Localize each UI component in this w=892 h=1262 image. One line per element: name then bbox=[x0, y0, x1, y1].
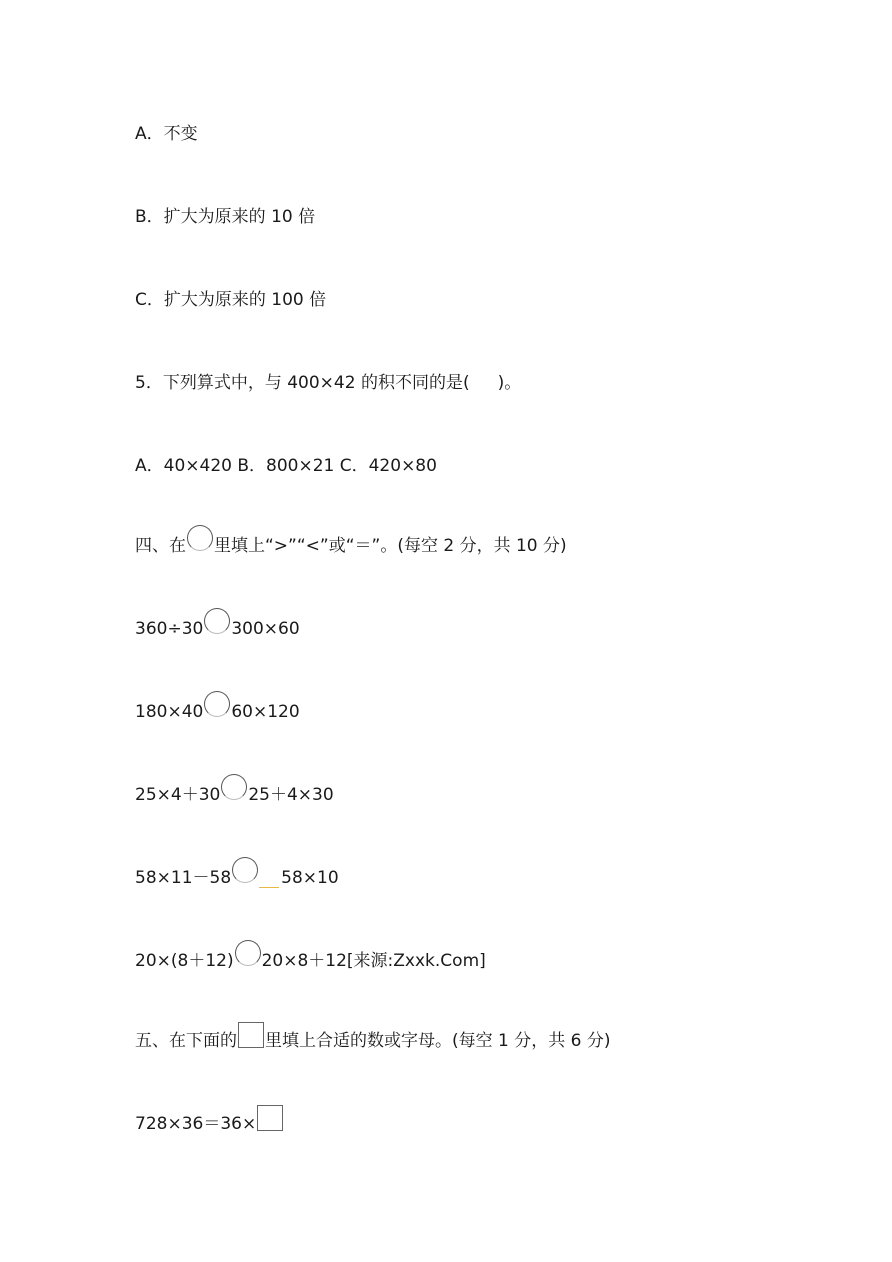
q5-options-text: A．40×420 B．800×21 C．420×80 bbox=[135, 456, 437, 476]
section5-title bbox=[135, 1028, 611, 1054]
section4-title bbox=[135, 533, 567, 559]
item-left-expression: 360÷30 bbox=[135, 619, 204, 639]
underline-mark bbox=[259, 885, 279, 888]
section4-title-before: 四、在 bbox=[135, 536, 186, 556]
section4-item-1 bbox=[135, 616, 300, 642]
answer-circle[interactable] bbox=[204, 608, 230, 634]
section5-title-after: 里填上合适的数或字母。(每空 1 分，共 6 分) bbox=[265, 1031, 611, 1051]
section4-item-3 bbox=[135, 782, 334, 808]
answer-circle[interactable] bbox=[232, 857, 258, 883]
q4-option-c-text: C．扩大为原来的 100 倍 bbox=[135, 290, 327, 310]
q4-option-b bbox=[135, 204, 315, 230]
circle-icon bbox=[187, 525, 213, 551]
section5-title-before: 五、在下面的 bbox=[135, 1031, 237, 1051]
answer-box[interactable] bbox=[257, 1105, 283, 1131]
section4-item-2 bbox=[135, 699, 300, 725]
q4-option-a bbox=[135, 121, 198, 147]
answer-circle[interactable] bbox=[235, 940, 261, 966]
item-left-expression: 180×40 bbox=[135, 702, 204, 722]
q4-option-c bbox=[135, 287, 326, 313]
q5-options bbox=[135, 453, 437, 479]
section4-item-5 bbox=[135, 948, 486, 974]
item-left-expression: 20×(8＋12) bbox=[135, 951, 234, 971]
answer-circle[interactable] bbox=[221, 774, 247, 800]
item-right-expression: 300×60 bbox=[231, 619, 300, 639]
q5-stem-before: 5．下列算式中，与 400×42 的积不同的是( bbox=[135, 373, 470, 393]
section5-item-1 bbox=[135, 1111, 284, 1137]
q5-stem bbox=[135, 370, 521, 396]
q4-option-a-text: A．不变 bbox=[135, 124, 198, 144]
item-left-expression: 58×11－58 bbox=[135, 868, 232, 888]
item-left-expression: 25×4＋30 bbox=[135, 785, 221, 805]
square-icon bbox=[238, 1022, 264, 1048]
item-right-expression: 58×10 bbox=[281, 868, 339, 888]
item-left-expression: 728×36＝36× bbox=[135, 1114, 257, 1134]
q4-option-b-text: B．扩大为原来的 10 倍 bbox=[135, 207, 316, 227]
item-right-expression: 20×8＋12[来源:Zxxk.Com] bbox=[261, 951, 486, 971]
q5-stem-after: )。 bbox=[497, 373, 522, 393]
section4-item-4 bbox=[135, 865, 339, 891]
item-right-expression: 60×120 bbox=[231, 702, 300, 722]
item-right-expression: 25＋4×30 bbox=[248, 785, 334, 805]
answer-circle[interactable] bbox=[204, 691, 230, 717]
section4-title-after: 里填上“>”“<”或“＝”。(每空 2 分，共 10 分) bbox=[214, 536, 567, 556]
